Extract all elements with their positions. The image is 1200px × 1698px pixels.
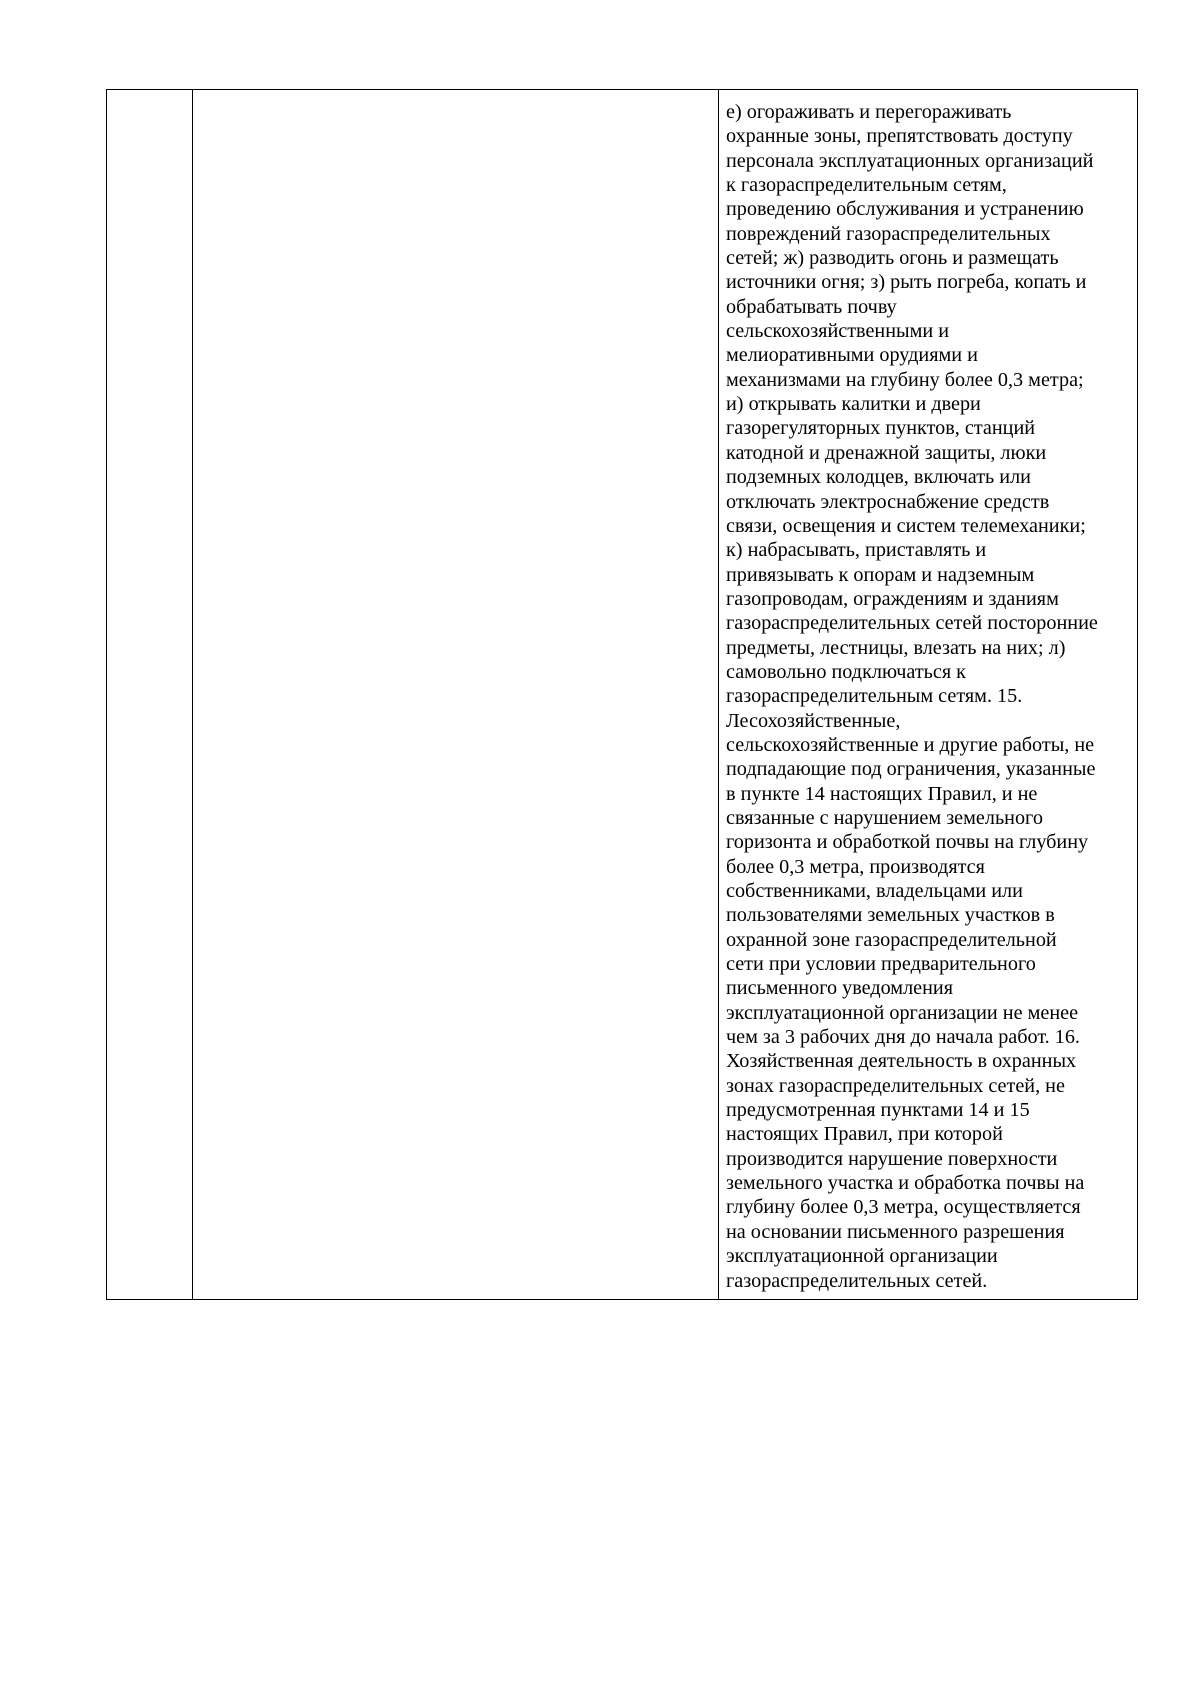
cell-description-text (193, 90, 718, 106)
table-row (107, 90, 1138, 1300)
document-table (106, 89, 1138, 1300)
table-cell-number (107, 90, 193, 1300)
table-cell-description (193, 90, 719, 1300)
cell-number-text (107, 90, 192, 106)
restrictions-text: е) огораживать и перегораживать охранные зоны, препятствовать доступу персонала эксплуатационных организаций к газораспределительным сетям, проведению обслуживания и устранению повреждений газораспределительных сетей; ж) разводить огонь и размещать источники огня; з) рыть погреба, копать и обрабатывать почву сельскохозяйственными и мелиоративными орудиями и механизмами на глубину более 0,3 метра; и) открывать калитки и двери газорегуляторных пунктов, станций катодной и дренажной защиты, люки подземных колодцев, включать или отключать электроснабжение средств связи, освещения и систем телемеханики; к) набрасывать, приставлять и привязывать к опорам и надземным газопроводам, ограждениям и зданиям газораспределительных сетей посторонние предметы, лестницы, влезать на них; л) самовольно подключаться к газораспределительным сетям. 15. Лесохозяйственные, сельскохозяйственные и другие работы, не подпадающие под ограничения, указанные в пункте 14 настоящих Правил, и не связанные с нарушением земельного горизонта и обработкой почвы на глубину более 0,3 метра, производятся собственниками, владельцами или пользователями земельных участков в охранной зоне газораспределительной сети при условии предварительного письменного уведомления эксплуатационной организации не менее чем за 3 рабочих дня до начала работ. 16. Хозяйственная деятельность в охранных зонах газораспределительных сетей, не предусмотренная пунктами 14 и 15 настоящих Правил, при которой производится нарушение поверхности земельного участка и обработка почвы на глубину более 0,3 метра, осуществляется на основании письменного разрешения эксплуатационной организации газораспределительных сетей. (726, 101, 1098, 1292)
table-cell-restrictions (719, 90, 1138, 1300)
